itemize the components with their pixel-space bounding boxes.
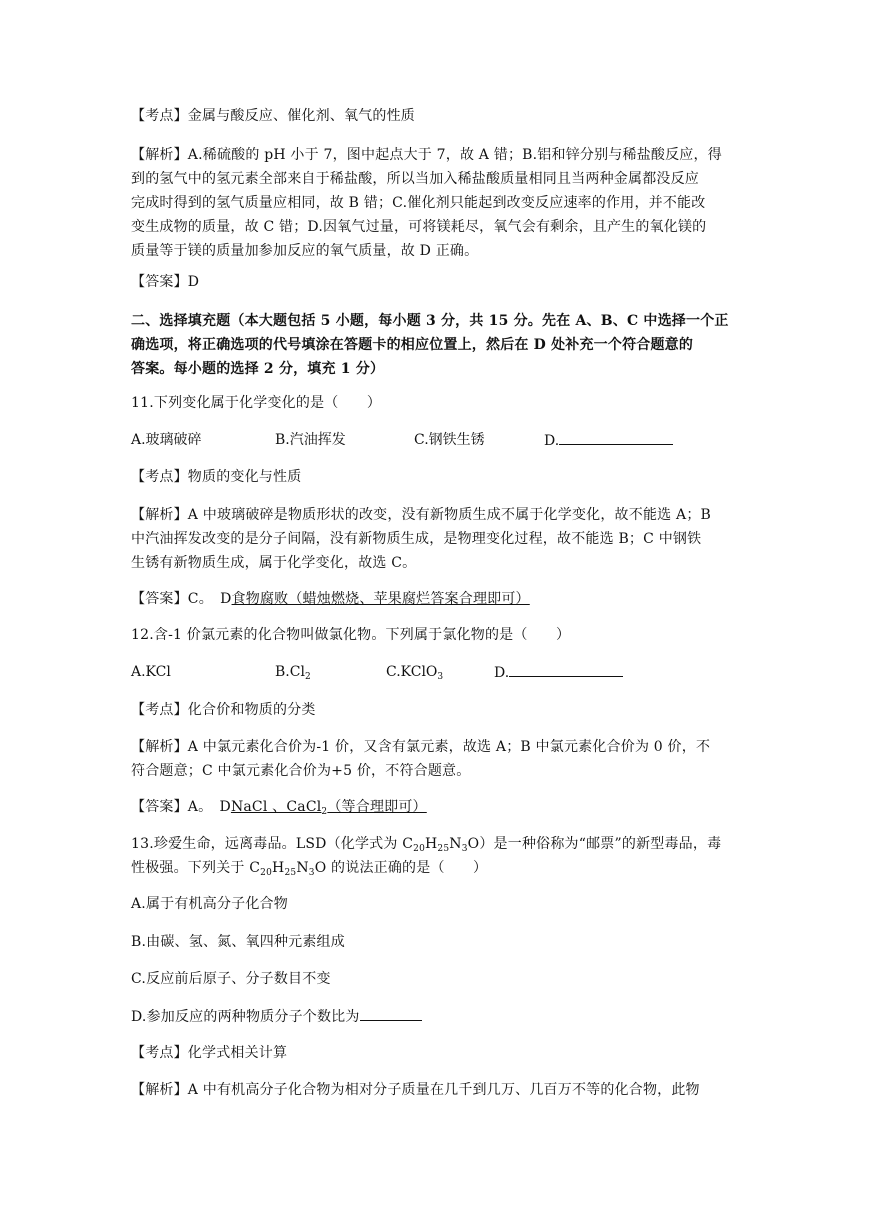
q13-option-c: C.反应前后原子、分子数目不变 xyxy=(131,971,331,987)
q13-stem-text-2: O）是一种俗称为“邮票”的新型毒品，毒 xyxy=(467,836,722,852)
q12-option-d xyxy=(494,662,623,683)
daan-q12 xyxy=(131,797,427,817)
q12-option-c-text: C.KClO xyxy=(386,664,438,680)
q13-formula2-o: O xyxy=(314,860,327,876)
q13-formula-n-sub: 3 xyxy=(461,844,468,854)
jiexi-q10-line-2: 到的氢气中的氢元素全部来自于稀盐酸，所以当加入稀盐酸质量相同且当两种金属都没反应 xyxy=(131,171,699,187)
q13-stem2-text-2: 的说法正确的是（ ） xyxy=(326,860,488,876)
q12-option-b-sub: 2 xyxy=(304,672,311,682)
section2-heading-line-3: 答案。每小题的选择 2 分，填充 1 分） xyxy=(131,361,385,377)
daan-q12-fill-sub: 2 xyxy=(321,807,328,817)
q12-option-b-text: B.Cl xyxy=(275,664,305,680)
jiexi-q11-line-3: 生锈有新物质生成，属于化学变化，故选 C。 xyxy=(131,555,417,571)
daan-q12-fill-tail: （等合理即可） xyxy=(327,799,427,815)
jiexi-q13-line-1: 【解析】A 中有机高分子化合物为相对分子质量在几千到几万、几百万不等的化合物，此物 xyxy=(131,1082,700,1098)
jiexi-q10-line-3: 完成时得到的氢气质量应相同，故 B 错；C.催化剂只能起到改变反应速率的作用，并不能改 xyxy=(131,195,706,211)
q13-formula2-c-sub: 20 xyxy=(260,868,273,878)
jiexi-q10-line-4: 变生成物的质量，故 C 错；D.因氧气过量，可将镁耗尽，氧气会有剩余，且产生的氧化镁的 xyxy=(131,219,707,235)
q13-option-d xyxy=(131,1006,422,1027)
kaodian-q13: 【考点】化学式相关计算 xyxy=(131,1045,288,1061)
q11-option-a: A.玻璃破碎 xyxy=(131,432,202,448)
q13-answer-blank xyxy=(360,1006,422,1021)
q11-option-d-label: D. xyxy=(544,433,560,449)
q11-option-d xyxy=(544,430,673,451)
daan-q12-fill-text: NaCl 、CaCl xyxy=(230,799,322,815)
kaodian-q10: 【考点】金属与酸反应、催化剂、氧气的性质 xyxy=(131,108,415,124)
q13-stem-line-1 xyxy=(131,834,721,854)
section2-heading-line-1: 二、选择填充题（本大题包括 5 小题，每小题 3 分，共 15 分。先在 A、B、C 中选择一个正 xyxy=(131,313,729,329)
daan-q12-fill xyxy=(231,799,427,815)
q12-option-c-sub: 3 xyxy=(437,672,444,682)
q13-option-b: B.由碳、氢、氮、氧四种元素组成 xyxy=(131,934,345,950)
q13-option-d-text: D.参加反应的两种物质分子个数比为 xyxy=(131,1009,360,1025)
jiexi-q10-line-1: 【解析】A.稀硫酸的 pH 小于 7，图中起点大于 7，故 A 错；B.铝和锌分别与稀盐酸反应，得 xyxy=(131,147,722,163)
q12-option-d-label: D. xyxy=(494,665,510,681)
q13-stem-line-2 xyxy=(131,858,487,878)
q13-formula2-h-sub: 25 xyxy=(284,868,297,878)
q12-option-a: A.KCl xyxy=(131,664,171,680)
q12-option-c xyxy=(386,662,443,682)
daan-q12-prefix: 【答案】A。 D xyxy=(131,799,231,815)
kaodian-q11: 【考点】物质的变化与性质 xyxy=(131,469,302,485)
q13-stem-text-1: 13.珍爱生命，远离毒品。LSD（化学式为 C xyxy=(131,836,414,852)
jiexi-q10-line-5: 质量等于镁的质量加参加反应的氧气质量，故 D 正确。 xyxy=(131,243,479,259)
jiexi-q12-line-1: 【解析】A 中氯元素化合价为-1 价，又含有氯元素，故选 A；B 中氯元素化合价为 0 价，不 xyxy=(131,739,711,755)
q12-answer-blank xyxy=(509,662,623,677)
q13-formula2-h: H xyxy=(272,860,285,876)
q11-option-c: C.钢铁生锈 xyxy=(414,432,485,448)
daan-q11-fill: 食物腐败（蜡烛燃烧、苹果腐烂答案合理即可） xyxy=(231,591,530,607)
jiexi-q11-line-1: 【解析】A 中玻璃破碎是物质形状的改变，没有新物质生成不属于化学变化，故不能选 A；B xyxy=(131,507,712,523)
q13-option-a: A.属于有机高分子化合物 xyxy=(131,896,288,912)
q11-option-b: B.汽油挥发 xyxy=(275,432,346,448)
q13-formula-c-sub: 20 xyxy=(413,844,425,854)
kaodian-q12: 【考点】化合价和物质的分类 xyxy=(131,702,316,718)
q11-answer-blank xyxy=(559,430,673,445)
q12-option-b xyxy=(275,662,311,682)
q11-stem: 11.下列变化属于化学变化的是（ ） xyxy=(131,395,382,411)
q13-stem2-text-1: 性极强。下列关于 C xyxy=(131,860,261,876)
q13-formula2-n-sub: 3 xyxy=(308,868,315,878)
q13-formula-n: N xyxy=(449,836,462,852)
q12-stem: 12.含-1 价氯元素的化合物叫做氯化物。下列属于氯化物的是（ ） xyxy=(131,627,571,643)
jiexi-q12-line-2: 符合题意；C 中氯元素化合价为+5 价，不符合题意。 xyxy=(131,763,471,779)
daan-q11-prefix: 【答案】C。 D xyxy=(131,591,232,607)
daan-q10: 【答案】D xyxy=(131,274,200,290)
q13-formula2-n: N xyxy=(296,860,309,876)
q13-formula-h: H xyxy=(425,836,438,852)
q13-formula-h-sub: 25 xyxy=(437,844,450,854)
daan-q11 xyxy=(131,589,530,609)
jiexi-q11-line-2: 中汽油挥发改变的是分子间隔，没有新物质生成，是物理变化过程，故不能选 B；C 中钢铁 xyxy=(131,531,702,547)
section2-heading-line-2: 确选项，将正确选项的代号填涂在答题卡的相应位置上，然后在 D 处补充一个符合题意的 xyxy=(131,337,694,353)
